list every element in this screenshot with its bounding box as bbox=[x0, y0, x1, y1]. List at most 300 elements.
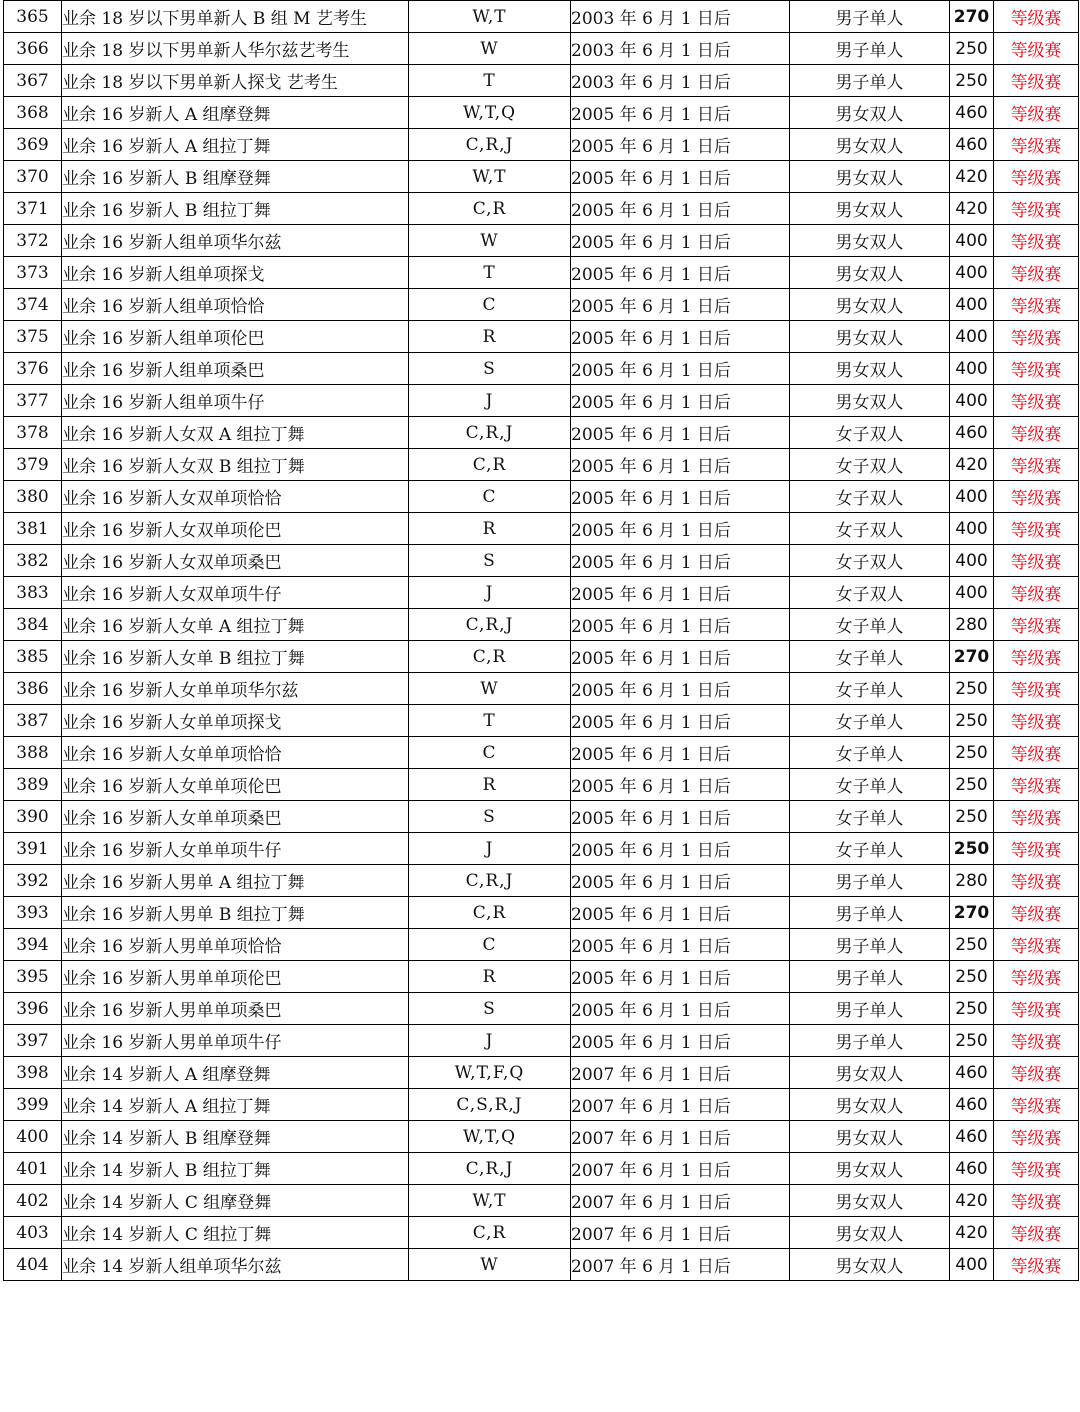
table-row bbox=[4, 1217, 1079, 1249]
table-row bbox=[4, 513, 1079, 545]
row-number-cell: 386 bbox=[4, 673, 62, 705]
birth-date-limit-cell: 2005 年 6 月 1 日后 bbox=[571, 961, 790, 993]
table-row bbox=[4, 1249, 1079, 1281]
fee-cell: 250 bbox=[950, 993, 994, 1025]
row-number-cell: 375 bbox=[4, 321, 62, 353]
birth-date-limit-cell: 2005 年 6 月 1 日后 bbox=[571, 481, 790, 513]
event-name-cell: 业余 16 岁新人女单单项恰恰 bbox=[62, 737, 409, 769]
birth-date-limit-cell: 2005 年 6 月 1 日后 bbox=[571, 641, 790, 673]
fee-cell: 420 bbox=[950, 449, 994, 481]
table-row bbox=[4, 385, 1079, 417]
category-cell: 男子单人 bbox=[790, 961, 950, 993]
dances-cell: W bbox=[409, 225, 571, 257]
table-row bbox=[4, 321, 1079, 353]
row-number-cell: 366 bbox=[4, 33, 62, 65]
fee-cell: 400 bbox=[950, 481, 994, 513]
table-row bbox=[4, 1, 1079, 33]
category-cell: 男女双人 bbox=[790, 97, 950, 129]
event-name-cell: 业余 18 岁以下男单新人探戈 艺考生 bbox=[62, 65, 409, 97]
row-number-cell: 387 bbox=[4, 705, 62, 737]
competition-type-cell: 等级赛 bbox=[994, 33, 1079, 65]
competition-type-cell: 等级赛 bbox=[994, 449, 1079, 481]
row-number-cell: 379 bbox=[4, 449, 62, 481]
fee-cell: 400 bbox=[950, 1249, 994, 1281]
birth-date-limit-cell: 2003 年 6 月 1 日后 bbox=[571, 33, 790, 65]
row-number-cell: 396 bbox=[4, 993, 62, 1025]
category-cell: 女子单人 bbox=[790, 673, 950, 705]
birth-date-limit-cell: 2005 年 6 月 1 日后 bbox=[571, 193, 790, 225]
fee-cell: 250 bbox=[950, 833, 994, 865]
event-name-cell: 业余 16 岁新人 A 组拉丁舞 bbox=[62, 129, 409, 161]
event-name-cell: 业余 16 岁新人女单单项伦巴 bbox=[62, 769, 409, 801]
category-cell: 男女双人 bbox=[790, 193, 950, 225]
fee-cell: 400 bbox=[950, 385, 994, 417]
fee-cell: 420 bbox=[950, 161, 994, 193]
birth-date-limit-cell: 2005 年 6 月 1 日后 bbox=[571, 257, 790, 289]
category-cell: 男子单人 bbox=[790, 897, 950, 929]
event-name-cell: 业余 16 岁新人组单项恰恰 bbox=[62, 289, 409, 321]
fee-cell: 460 bbox=[950, 1089, 994, 1121]
table-row bbox=[4, 705, 1079, 737]
event-name-cell: 业余 16 岁新人组单项华尔兹 bbox=[62, 225, 409, 257]
fee-cell: 400 bbox=[950, 289, 994, 321]
birth-date-limit-cell: 2005 年 6 月 1 日后 bbox=[571, 577, 790, 609]
fee-cell: 250 bbox=[950, 961, 994, 993]
table-row bbox=[4, 1089, 1079, 1121]
birth-date-limit-cell: 2005 年 6 月 1 日后 bbox=[571, 545, 790, 577]
competition-type-cell: 等级赛 bbox=[994, 385, 1079, 417]
category-cell: 男女双人 bbox=[790, 129, 950, 161]
table-row bbox=[4, 897, 1079, 929]
competition-type-cell: 等级赛 bbox=[994, 801, 1079, 833]
row-number-cell: 391 bbox=[4, 833, 62, 865]
category-cell: 男女双人 bbox=[790, 289, 950, 321]
table-row bbox=[4, 865, 1079, 897]
fee-cell: 400 bbox=[950, 257, 994, 289]
dances-cell: R bbox=[409, 961, 571, 993]
dances-cell: W bbox=[409, 673, 571, 705]
dances-cell: W,T,Q bbox=[409, 97, 571, 129]
event-name-cell: 业余 16 岁新人女双单项恰恰 bbox=[62, 481, 409, 513]
dances-cell: J bbox=[409, 577, 571, 609]
category-cell: 男子单人 bbox=[790, 865, 950, 897]
dances-cell: W bbox=[409, 33, 571, 65]
competition-type-cell: 等级赛 bbox=[994, 257, 1079, 289]
birth-date-limit-cell: 2005 年 6 月 1 日后 bbox=[571, 993, 790, 1025]
fee-cell: 400 bbox=[950, 577, 994, 609]
event-name-cell: 业余 14 岁新人 A 组摩登舞 bbox=[62, 1057, 409, 1089]
event-name-cell: 业余 14 岁新人 C 组拉丁舞 bbox=[62, 1217, 409, 1249]
row-number-cell: 398 bbox=[4, 1057, 62, 1089]
competition-type-cell: 等级赛 bbox=[994, 97, 1079, 129]
dances-cell: C,R bbox=[409, 641, 571, 673]
row-number-cell: 378 bbox=[4, 417, 62, 449]
row-number-cell: 402 bbox=[4, 1185, 62, 1217]
competition-type-cell: 等级赛 bbox=[994, 161, 1079, 193]
event-name-cell: 业余 16 岁新人组单项伦巴 bbox=[62, 321, 409, 353]
birth-date-limit-cell: 2005 年 6 月 1 日后 bbox=[571, 97, 790, 129]
competition-type-cell: 等级赛 bbox=[994, 769, 1079, 801]
fee-cell: 250 bbox=[950, 705, 994, 737]
fee-cell: 460 bbox=[950, 129, 994, 161]
row-number-cell: 382 bbox=[4, 545, 62, 577]
row-number-cell: 365 bbox=[4, 1, 62, 33]
fee-cell: 250 bbox=[950, 737, 994, 769]
category-cell: 女子单人 bbox=[790, 705, 950, 737]
fee-cell: 420 bbox=[950, 1185, 994, 1217]
row-number-cell: 392 bbox=[4, 865, 62, 897]
birth-date-limit-cell: 2005 年 6 月 1 日后 bbox=[571, 513, 790, 545]
event-name-cell: 业余 14 岁新人 C 组摩登舞 bbox=[62, 1185, 409, 1217]
row-number-cell: 403 bbox=[4, 1217, 62, 1249]
dances-cell: S bbox=[409, 993, 571, 1025]
competition-type-cell: 等级赛 bbox=[994, 1217, 1079, 1249]
competition-type-cell: 等级赛 bbox=[994, 993, 1079, 1025]
event-name-cell: 业余 16 岁新人女单 A 组拉丁舞 bbox=[62, 609, 409, 641]
competition-type-cell: 等级赛 bbox=[994, 545, 1079, 577]
category-cell: 男女双人 bbox=[790, 1217, 950, 1249]
competition-type-cell: 等级赛 bbox=[994, 353, 1079, 385]
table-row bbox=[4, 673, 1079, 705]
table-row bbox=[4, 417, 1079, 449]
category-cell: 男子单人 bbox=[790, 33, 950, 65]
row-number-cell: 377 bbox=[4, 385, 62, 417]
event-name-cell: 业余 14 岁新人 B 组拉丁舞 bbox=[62, 1153, 409, 1185]
competition-type-cell: 等级赛 bbox=[994, 705, 1079, 737]
event-name-cell: 业余 16 岁新人女双单项牛仔 bbox=[62, 577, 409, 609]
competition-type-cell: 等级赛 bbox=[994, 1153, 1079, 1185]
row-number-cell: 389 bbox=[4, 769, 62, 801]
birth-date-limit-cell: 2007 年 6 月 1 日后 bbox=[571, 1153, 790, 1185]
event-name-cell: 业余 16 岁新人女双 A 组拉丁舞 bbox=[62, 417, 409, 449]
table-row bbox=[4, 641, 1079, 673]
event-name-cell: 业余 16 岁新人女单单项牛仔 bbox=[62, 833, 409, 865]
birth-date-limit-cell: 2005 年 6 月 1 日后 bbox=[571, 353, 790, 385]
event-name-cell: 业余 16 岁新人 B 组拉丁舞 bbox=[62, 193, 409, 225]
fee-cell: 400 bbox=[950, 225, 994, 257]
table-row bbox=[4, 929, 1079, 961]
fee-cell: 460 bbox=[950, 1121, 994, 1153]
row-number-cell: 372 bbox=[4, 225, 62, 257]
event-name-cell: 业余 16 岁新人男单单项恰恰 bbox=[62, 929, 409, 961]
fee-cell: 250 bbox=[950, 769, 994, 801]
row-number-cell: 393 bbox=[4, 897, 62, 929]
dances-cell: T bbox=[409, 705, 571, 737]
table-row bbox=[4, 353, 1079, 385]
row-number-cell: 400 bbox=[4, 1121, 62, 1153]
fee-cell: 250 bbox=[950, 801, 994, 833]
table-row bbox=[4, 1153, 1079, 1185]
category-cell: 女子单人 bbox=[790, 769, 950, 801]
dances-cell: C,R,J bbox=[409, 609, 571, 641]
birth-date-limit-cell: 2005 年 6 月 1 日后 bbox=[571, 289, 790, 321]
birth-date-limit-cell: 2005 年 6 月 1 日后 bbox=[571, 225, 790, 257]
competition-type-cell: 等级赛 bbox=[994, 897, 1079, 929]
dances-cell: R bbox=[409, 513, 571, 545]
dances-cell: C bbox=[409, 929, 571, 961]
fee-cell: 280 bbox=[950, 609, 994, 641]
dances-cell: J bbox=[409, 833, 571, 865]
fee-cell: 460 bbox=[950, 1057, 994, 1089]
category-cell: 女子双人 bbox=[790, 417, 950, 449]
event-name-cell: 业余 16 岁新人男单单项伦巴 bbox=[62, 961, 409, 993]
category-cell: 女子双人 bbox=[790, 545, 950, 577]
row-number-cell: 385 bbox=[4, 641, 62, 673]
dances-cell: C,S,R,J bbox=[409, 1089, 571, 1121]
birth-date-limit-cell: 2005 年 6 月 1 日后 bbox=[571, 449, 790, 481]
table-row bbox=[4, 257, 1079, 289]
fee-cell: 400 bbox=[950, 321, 994, 353]
event-table-body bbox=[4, 1, 1079, 1281]
row-number-cell: 404 bbox=[4, 1249, 62, 1281]
event-name-cell: 业余 16 岁新人女双单项伦巴 bbox=[62, 513, 409, 545]
dances-cell: W bbox=[409, 1249, 571, 1281]
birth-date-limit-cell: 2005 年 6 月 1 日后 bbox=[571, 865, 790, 897]
table-row bbox=[4, 577, 1079, 609]
event-name-cell: 业余 16 岁新人组单项牛仔 bbox=[62, 385, 409, 417]
birth-date-limit-cell: 2005 年 6 月 1 日后 bbox=[571, 801, 790, 833]
table-row bbox=[4, 545, 1079, 577]
event-name-cell: 业余 16 岁新人男单 A 组拉丁舞 bbox=[62, 865, 409, 897]
category-cell: 男子单人 bbox=[790, 65, 950, 97]
row-number-cell: 399 bbox=[4, 1089, 62, 1121]
event-name-cell: 业余 14 岁新人组单项华尔兹 bbox=[62, 1249, 409, 1281]
row-number-cell: 397 bbox=[4, 1025, 62, 1057]
birth-date-limit-cell: 2007 年 6 月 1 日后 bbox=[571, 1185, 790, 1217]
category-cell: 男女双人 bbox=[790, 257, 950, 289]
category-cell: 女子单人 bbox=[790, 737, 950, 769]
competition-type-cell: 等级赛 bbox=[994, 1121, 1079, 1153]
category-cell: 女子单人 bbox=[790, 801, 950, 833]
fee-cell: 400 bbox=[950, 353, 994, 385]
category-cell: 女子单人 bbox=[790, 833, 950, 865]
dances-cell: C bbox=[409, 289, 571, 321]
category-cell: 男女双人 bbox=[790, 1153, 950, 1185]
dances-cell: W,T,Q bbox=[409, 1121, 571, 1153]
fee-cell: 250 bbox=[950, 65, 994, 97]
category-cell: 女子双人 bbox=[790, 449, 950, 481]
dances-cell: W,T bbox=[409, 1185, 571, 1217]
category-cell: 男子单人 bbox=[790, 929, 950, 961]
competition-type-cell: 等级赛 bbox=[994, 865, 1079, 897]
fee-cell: 270 bbox=[950, 641, 994, 673]
table-row bbox=[4, 225, 1079, 257]
dances-cell: C,R bbox=[409, 897, 571, 929]
event-name-cell: 业余 16 岁新人男单 B 组拉丁舞 bbox=[62, 897, 409, 929]
table-row bbox=[4, 161, 1079, 193]
competition-type-cell: 等级赛 bbox=[994, 929, 1079, 961]
table-row bbox=[4, 33, 1079, 65]
row-number-cell: 384 bbox=[4, 609, 62, 641]
competition-type-cell: 等级赛 bbox=[994, 225, 1079, 257]
fee-cell: 460 bbox=[950, 1153, 994, 1185]
birth-date-limit-cell: 2007 年 6 月 1 日后 bbox=[571, 1249, 790, 1281]
birth-date-limit-cell: 2007 年 6 月 1 日后 bbox=[571, 1057, 790, 1089]
competition-type-cell: 等级赛 bbox=[994, 417, 1079, 449]
row-number-cell: 395 bbox=[4, 961, 62, 993]
table-row bbox=[4, 737, 1079, 769]
dances-cell: C,R bbox=[409, 449, 571, 481]
dances-cell: C,R,J bbox=[409, 417, 571, 449]
row-number-cell: 371 bbox=[4, 193, 62, 225]
dances-cell: W,T,F,Q bbox=[409, 1057, 571, 1089]
category-cell: 男女双人 bbox=[790, 1249, 950, 1281]
fee-cell: 250 bbox=[950, 929, 994, 961]
birth-date-limit-cell: 2005 年 6 月 1 日后 bbox=[571, 161, 790, 193]
birth-date-limit-cell: 2005 年 6 月 1 日后 bbox=[571, 1025, 790, 1057]
table-row bbox=[4, 129, 1079, 161]
category-cell: 男女双人 bbox=[790, 1089, 950, 1121]
dances-cell: T bbox=[409, 65, 571, 97]
birth-date-limit-cell: 2005 年 6 月 1 日后 bbox=[571, 385, 790, 417]
birth-date-limit-cell: 2005 年 6 月 1 日后 bbox=[571, 417, 790, 449]
row-number-cell: 394 bbox=[4, 929, 62, 961]
birth-date-limit-cell: 2007 年 6 月 1 日后 bbox=[571, 1089, 790, 1121]
event-name-cell: 业余 16 岁新人女双 B 组拉丁舞 bbox=[62, 449, 409, 481]
fee-cell: 420 bbox=[950, 1217, 994, 1249]
fee-cell: 250 bbox=[950, 33, 994, 65]
fee-cell: 400 bbox=[950, 513, 994, 545]
dances-cell: C,R,J bbox=[409, 129, 571, 161]
event-name-cell: 业余 14 岁新人 B 组摩登舞 bbox=[62, 1121, 409, 1153]
competition-type-cell: 等级赛 bbox=[994, 513, 1079, 545]
event-name-cell: 业余 16 岁新人女单单项华尔兹 bbox=[62, 673, 409, 705]
table-row bbox=[4, 193, 1079, 225]
event-name-cell: 业余 16 岁新人女单 B 组拉丁舞 bbox=[62, 641, 409, 673]
dances-cell: W,T bbox=[409, 1, 571, 33]
dances-cell: C,R bbox=[409, 193, 571, 225]
event-name-cell: 业余 16 岁新人组单项桑巴 bbox=[62, 353, 409, 385]
competition-type-cell: 等级赛 bbox=[994, 1249, 1079, 1281]
row-number-cell: 380 bbox=[4, 481, 62, 513]
birth-date-limit-cell: 2005 年 6 月 1 日后 bbox=[571, 321, 790, 353]
birth-date-limit-cell: 2007 年 6 月 1 日后 bbox=[571, 1121, 790, 1153]
category-cell: 女子单人 bbox=[790, 609, 950, 641]
dances-cell: T bbox=[409, 257, 571, 289]
fee-cell: 270 bbox=[950, 1, 994, 33]
competition-type-cell: 等级赛 bbox=[994, 1089, 1079, 1121]
table-row bbox=[4, 609, 1079, 641]
table-row bbox=[4, 1025, 1079, 1057]
event-name-cell: 业余 16 岁新人女双单项桑巴 bbox=[62, 545, 409, 577]
birth-date-limit-cell: 2005 年 6 月 1 日后 bbox=[571, 897, 790, 929]
competition-type-cell: 等级赛 bbox=[994, 833, 1079, 865]
dances-cell: C,R bbox=[409, 1217, 571, 1249]
dances-cell: J bbox=[409, 1025, 571, 1057]
competition-type-cell: 等级赛 bbox=[994, 129, 1079, 161]
dances-cell: R bbox=[409, 321, 571, 353]
row-number-cell: 401 bbox=[4, 1153, 62, 1185]
dances-cell: S bbox=[409, 353, 571, 385]
competition-type-cell: 等级赛 bbox=[994, 673, 1079, 705]
event-name-cell: 业余 16 岁新人 A 组摩登舞 bbox=[62, 97, 409, 129]
table-row bbox=[4, 1057, 1079, 1089]
dances-cell: C,R,J bbox=[409, 865, 571, 897]
table-row bbox=[4, 1121, 1079, 1153]
competition-type-cell: 等级赛 bbox=[994, 1, 1079, 33]
row-number-cell: 383 bbox=[4, 577, 62, 609]
event-name-cell: 业余 14 岁新人 A 组拉丁舞 bbox=[62, 1089, 409, 1121]
fee-cell: 420 bbox=[950, 193, 994, 225]
dances-cell: C bbox=[409, 481, 571, 513]
row-number-cell: 374 bbox=[4, 289, 62, 321]
fee-cell: 250 bbox=[950, 673, 994, 705]
competition-type-cell: 等级赛 bbox=[994, 737, 1079, 769]
row-number-cell: 373 bbox=[4, 257, 62, 289]
birth-date-limit-cell: 2005 年 6 月 1 日后 bbox=[571, 705, 790, 737]
birth-date-limit-cell: 2005 年 6 月 1 日后 bbox=[571, 769, 790, 801]
table-row bbox=[4, 65, 1079, 97]
competition-type-cell: 等级赛 bbox=[994, 481, 1079, 513]
fee-cell: 270 bbox=[950, 897, 994, 929]
category-cell: 男女双人 bbox=[790, 1057, 950, 1089]
competition-type-cell: 等级赛 bbox=[994, 1185, 1079, 1217]
event-name-cell: 业余 18 岁以下男单新人 B 组 M 艺考生 bbox=[62, 1, 409, 33]
category-cell: 女子单人 bbox=[790, 641, 950, 673]
table-row bbox=[4, 449, 1079, 481]
category-cell: 男女双人 bbox=[790, 225, 950, 257]
competition-type-cell: 等级赛 bbox=[994, 321, 1079, 353]
dances-cell: R bbox=[409, 769, 571, 801]
event-name-cell: 业余 16 岁新人组单项探戈 bbox=[62, 257, 409, 289]
category-cell: 男子单人 bbox=[790, 993, 950, 1025]
category-cell: 男女双人 bbox=[790, 1185, 950, 1217]
category-cell: 男女双人 bbox=[790, 1121, 950, 1153]
fee-cell: 280 bbox=[950, 865, 994, 897]
event-table bbox=[3, 0, 1079, 1281]
event-name-cell: 业余 16 岁新人男单单项牛仔 bbox=[62, 1025, 409, 1057]
row-number-cell: 367 bbox=[4, 65, 62, 97]
table-row bbox=[4, 97, 1079, 129]
fee-cell: 460 bbox=[950, 97, 994, 129]
dances-cell: S bbox=[409, 801, 571, 833]
competition-type-cell: 等级赛 bbox=[994, 65, 1079, 97]
table-row bbox=[4, 289, 1079, 321]
row-number-cell: 388 bbox=[4, 737, 62, 769]
table-row bbox=[4, 993, 1079, 1025]
birth-date-limit-cell: 2005 年 6 月 1 日后 bbox=[571, 737, 790, 769]
competition-type-cell: 等级赛 bbox=[994, 641, 1079, 673]
birth-date-limit-cell: 2003 年 6 月 1 日后 bbox=[571, 1, 790, 33]
dances-cell: C bbox=[409, 737, 571, 769]
dances-cell: S bbox=[409, 545, 571, 577]
category-cell: 男女双人 bbox=[790, 321, 950, 353]
event-name-cell: 业余 16 岁新人男单单项桑巴 bbox=[62, 993, 409, 1025]
birth-date-limit-cell: 2005 年 6 月 1 日后 bbox=[571, 833, 790, 865]
category-cell: 男女双人 bbox=[790, 385, 950, 417]
category-cell: 男子单人 bbox=[790, 1, 950, 33]
event-name-cell: 业余 16 岁新人女单单项探戈 bbox=[62, 705, 409, 737]
birth-date-limit-cell: 2005 年 6 月 1 日后 bbox=[571, 929, 790, 961]
category-cell: 男女双人 bbox=[790, 161, 950, 193]
category-cell: 女子双人 bbox=[790, 577, 950, 609]
table-row bbox=[4, 1185, 1079, 1217]
competition-type-cell: 等级赛 bbox=[994, 961, 1079, 993]
table-row bbox=[4, 801, 1079, 833]
competition-type-cell: 等级赛 bbox=[994, 609, 1079, 641]
category-cell: 男子单人 bbox=[790, 1025, 950, 1057]
row-number-cell: 376 bbox=[4, 353, 62, 385]
row-number-cell: 368 bbox=[4, 97, 62, 129]
dances-cell: J bbox=[409, 385, 571, 417]
competition-type-cell: 等级赛 bbox=[994, 289, 1079, 321]
table-row bbox=[4, 961, 1079, 993]
event-name-cell: 业余 16 岁新人 B 组摩登舞 bbox=[62, 161, 409, 193]
row-number-cell: 370 bbox=[4, 161, 62, 193]
birth-date-limit-cell: 2003 年 6 月 1 日后 bbox=[571, 65, 790, 97]
fee-cell: 400 bbox=[950, 545, 994, 577]
competition-type-cell: 等级赛 bbox=[994, 1025, 1079, 1057]
